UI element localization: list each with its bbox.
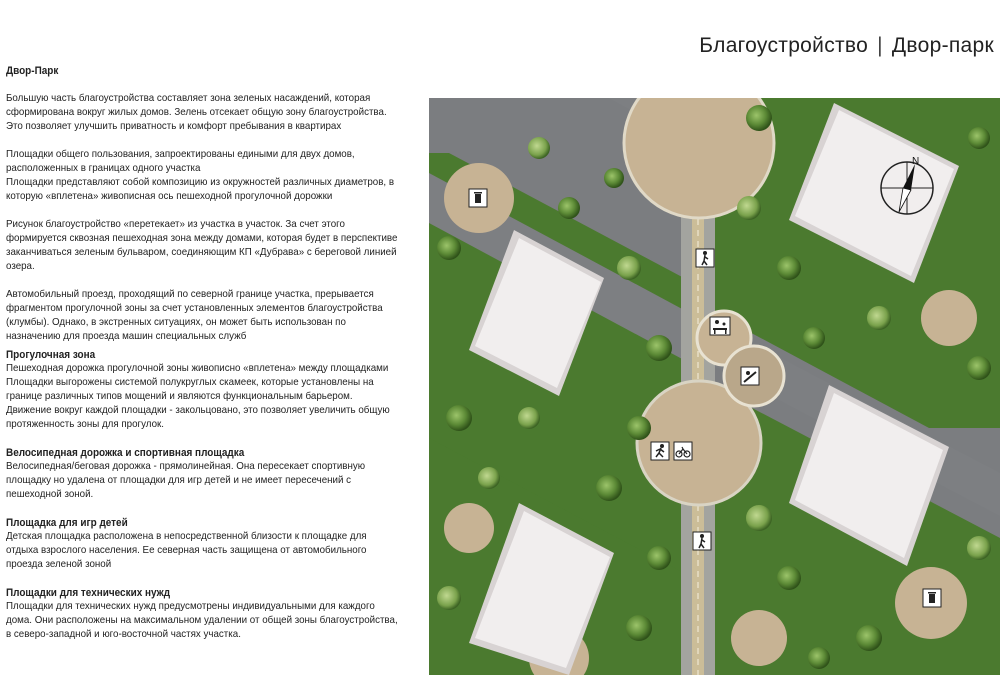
- site-plan-svg: [429, 98, 1000, 675]
- para-tech: Площадки для технических нужд предусмотрены индивидуальными для каждого дома. Они расположены на максимальном удалении от общей зоны благоустройства, в северо-западной и юго-восточной частях участка.: [6, 601, 398, 640]
- runner-icon: [651, 442, 669, 460]
- para-greenery: Большую часть благоустройства составляет зона зеленых насаждений, которая сформирована вокруг жилых домов. Зелень отсекает общую зону благоустройства. Это позволяет улучшить приватность и комфорт пребывания в квартирах: [6, 93, 387, 132]
- site-plan: [429, 98, 1000, 675]
- bicycle-icon: [674, 442, 692, 460]
- family-rest-icon: [710, 317, 730, 335]
- heading-bike: Велосипедная дорожка и спортивная площадка: [6, 447, 245, 459]
- pedestrian-icon: [696, 249, 714, 267]
- para-flow: Рисунок благоустройство «перетекает» из участка в участок. За счет этого формируется сквозная пешеходная зона между домами, которая будет в перспективе заканчиваться зеленым бульваром, соединяющим КП «Дубрава» с береговой линией озера.: [6, 219, 398, 272]
- heading-walk-zone: Прогулочная зона: [6, 349, 96, 361]
- para-bike: Велосипедная/беговая дорожка - прямолинейная. Она пересекает спортивную площадку но удалена от площадки для игр детей и не имеет пересечений с пешеходной зоной.: [6, 461, 366, 500]
- title-section: Благоустройство: [699, 34, 869, 57]
- para-kids: Детская площадка расположена в непосредственной близости к площадке для отдыха взрослого населения. Ее северная часть защищена от автомобильного проезда зеленой зоной: [6, 531, 367, 570]
- heading-dvor-park: Двор-Парк: [6, 65, 59, 77]
- trash-icon: [469, 189, 487, 207]
- heading-kids: Площадка для игр детей: [6, 517, 128, 529]
- para-common-areas: Площадки общего пользования, запроектированы едиными для двух домов, расположенных в границах одного участка Площадки представляют собой композицию из окружностей различных диаметров, в которую «вплетена» живописная ось пешеходной прогулочной дорожки: [6, 149, 395, 202]
- trash-icon: [923, 589, 941, 607]
- heading-tech: Площадки для технических нужд: [6, 587, 171, 599]
- para-road: Автомобильный проезд, проходящий по северной границе участка, прерывается фрагментом прогулочной зоны за счет установленных элементов благоустройства (клумбы). Однако, в экстренных ситуациях, он может быть использован по назначению для проезда машин специальных служб: [6, 289, 383, 342]
- para-walk-zone: Пешеходная дорожка прогулочной зоны живописно «вплетена» между площадками Площадки выгорожены системой полукруглых скамеек, которые установлены на границе различных типов мощений и являются функциональным барьером. Движение вокруг каждой площадки - закольцовано, это позволяет увеличить общую протяженность зоны для прогулок.: [6, 363, 390, 430]
- page-title: [699, 34, 994, 58]
- title-subsection: Двор-парк: [891, 34, 994, 57]
- compass-letter: N: [912, 156, 920, 167]
- child-play-icon: [741, 367, 759, 385]
- pedestrian-icon: [693, 532, 711, 550]
- title-separator: |: [877, 34, 883, 57]
- description-column: [6, 64, 401, 642]
